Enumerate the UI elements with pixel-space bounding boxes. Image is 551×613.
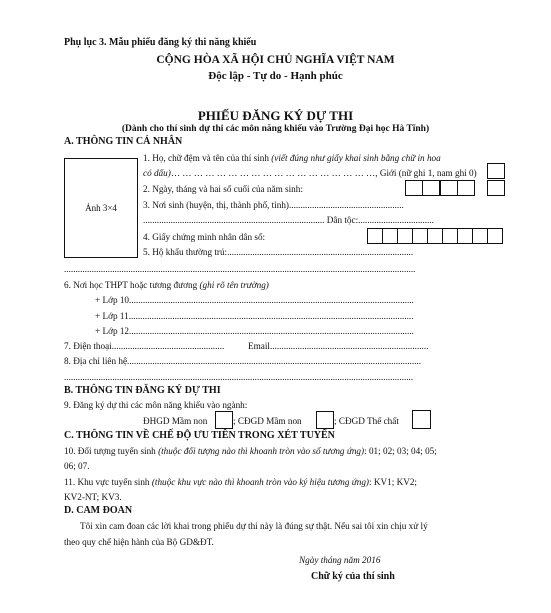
field-priority-group: 10. Đối tượng tuyển sinh (thuộc đối tượng nào thì khoanh tròn vào số tương ứng): 01; 02; 03; 04; 05; bbox=[64, 446, 437, 456]
appendix-title: Phụ lục 3. Mẫu phiếu đăng ký thi năng khiếu bbox=[64, 37, 257, 48]
id-box-1[interactable] bbox=[367, 228, 383, 244]
checkbox-preschool-university[interactable] bbox=[215, 411, 233, 429]
id-box-8[interactable] bbox=[472, 228, 488, 244]
section-c-heading: C. THÔNG TIN VỀ CHẾ ĐỘ ƯU TIÊN TRONG XÉT TUYỂN bbox=[64, 430, 335, 441]
birth-month-box-1[interactable] bbox=[440, 180, 458, 196]
signature-date: Ngày tháng năm 2016 bbox=[299, 555, 381, 565]
field-grade-11: + Lớp 11............................................................................................................................ bbox=[95, 311, 414, 321]
field-major-registration: 9. Đăng ký dự thi các môn năng khiếu vào ngành: bbox=[64, 400, 248, 410]
field-priority-group-cont: 06; 07. bbox=[64, 461, 90, 471]
field-id-number: 4. Giấy chứng minh nhân dân số: bbox=[143, 232, 266, 242]
id-box-2[interactable] bbox=[382, 228, 398, 244]
id-box-5[interactable] bbox=[427, 228, 443, 244]
field-phone: 7. Điện thoại................................................. bbox=[64, 341, 225, 351]
photo-label: Ảnh 3×4 bbox=[85, 203, 117, 213]
field-birth-date: 2. Ngày, tháng và hai số cuối của năm sinh: bbox=[143, 184, 303, 194]
id-box-7[interactable] bbox=[457, 228, 473, 244]
birth-day-box-1[interactable] bbox=[405, 180, 423, 196]
option-preschool-college-label: ; CĐGD Mầm non bbox=[233, 416, 302, 426]
signature-label: Chữ ký của thí sinh bbox=[311, 571, 395, 582]
field-high-school: 6. Nơi học THPT hoặc tương đương (ghi rõ tên trường) bbox=[64, 280, 269, 290]
field-ethnicity: ............................................................................... Dân tộc:................................. bbox=[143, 215, 434, 225]
id-box-9[interactable] bbox=[487, 228, 503, 244]
birth-year-box[interactable] bbox=[487, 180, 505, 196]
birth-month-box-2[interactable] bbox=[457, 180, 475, 196]
field-contact-address-line2: ........................................................................................................................................................ bbox=[64, 372, 414, 382]
country-name: CỘNG HÒA XÃ HỘI CHỦ NGHĨA VIỆT NAM bbox=[156, 54, 395, 66]
field-permanent-residence: 5. Hộ khẩu thường trú:................................................................................. bbox=[143, 247, 414, 257]
id-box-3[interactable] bbox=[397, 228, 413, 244]
field-full-name-line2: có dấu)… … … … … … … … … … … … … … … … … …, Giới (nữ ghi 1, nam ghi 0) bbox=[143, 168, 477, 178]
pledge-text-line2: theo quy chế hiện hành của Bộ GD&ĐT. bbox=[64, 537, 214, 547]
field-contact-address: 8. Địa chỉ liên hệ................................................................................................................................ bbox=[64, 356, 422, 366]
section-a-heading: A. THÔNG TIN CÁ NHÂN bbox=[64, 136, 183, 147]
option-preschool-university-label: ĐHGD Mầm non bbox=[143, 416, 208, 426]
field-grade-12: + Lớp 12............................................................................................................................ bbox=[95, 326, 414, 336]
id-box-6[interactable] bbox=[442, 228, 458, 244]
field-priority-region: 11. Khu vực tuyển sinh (thuộc khu vực nào thì khoanh tròn vào ký hiệu tương ứng): KV1; KV2; bbox=[64, 477, 417, 487]
form-title: PHIẾU ĐĂNG KÝ DỰ THI bbox=[197, 108, 354, 123]
national-motto: Độc lập - Tự do - Hạnh phúc bbox=[208, 70, 343, 82]
field-priority-region-cont: KV2-NT; KV3. bbox=[64, 492, 122, 502]
pledge-text: Tôi xin cam đoan các lời khai trong phiếu dự thi này là đúng sự thật. Nếu sai tôi xin chịu xử lý bbox=[80, 521, 428, 531]
field-full-name: 1. Họ, chữ đệm và tên của thí sinh (viết đúng như giấy khai sinh bằng chữ in hoa bbox=[143, 153, 441, 163]
section-d-heading: D. CAM ĐOAN bbox=[64, 505, 133, 516]
option-physical-education-label: ; CĐGD Thể chất bbox=[334, 416, 399, 426]
photo-placeholder bbox=[64, 158, 138, 258]
field-email: Email..................................................................... bbox=[248, 341, 429, 351]
checkbox-preschool-college[interactable] bbox=[316, 411, 334, 429]
section-b-heading: B. THÔNG TIN ĐĂNG KÝ DỰ THI bbox=[64, 385, 221, 396]
form-subtitle: (Dành cho thí sinh dự thi các môn năng khiếu vào Trường Đại học Hà Tĩnh) bbox=[121, 124, 430, 134]
gender-box[interactable] bbox=[487, 163, 505, 179]
checkbox-physical-education[interactable] bbox=[412, 410, 431, 429]
field-grade-10: + Lớp 10............................................................................................................................ bbox=[95, 295, 414, 305]
birth-day-box-2[interactable] bbox=[422, 180, 440, 196]
field-birthplace: 3. Nơi sinh (huyện, thị, thành phố, tỉnh).................................................. bbox=[143, 200, 404, 210]
field-permanent-residence-line2: ......................................................................................................................................................... bbox=[64, 264, 416, 274]
id-box-4[interactable] bbox=[412, 228, 428, 244]
